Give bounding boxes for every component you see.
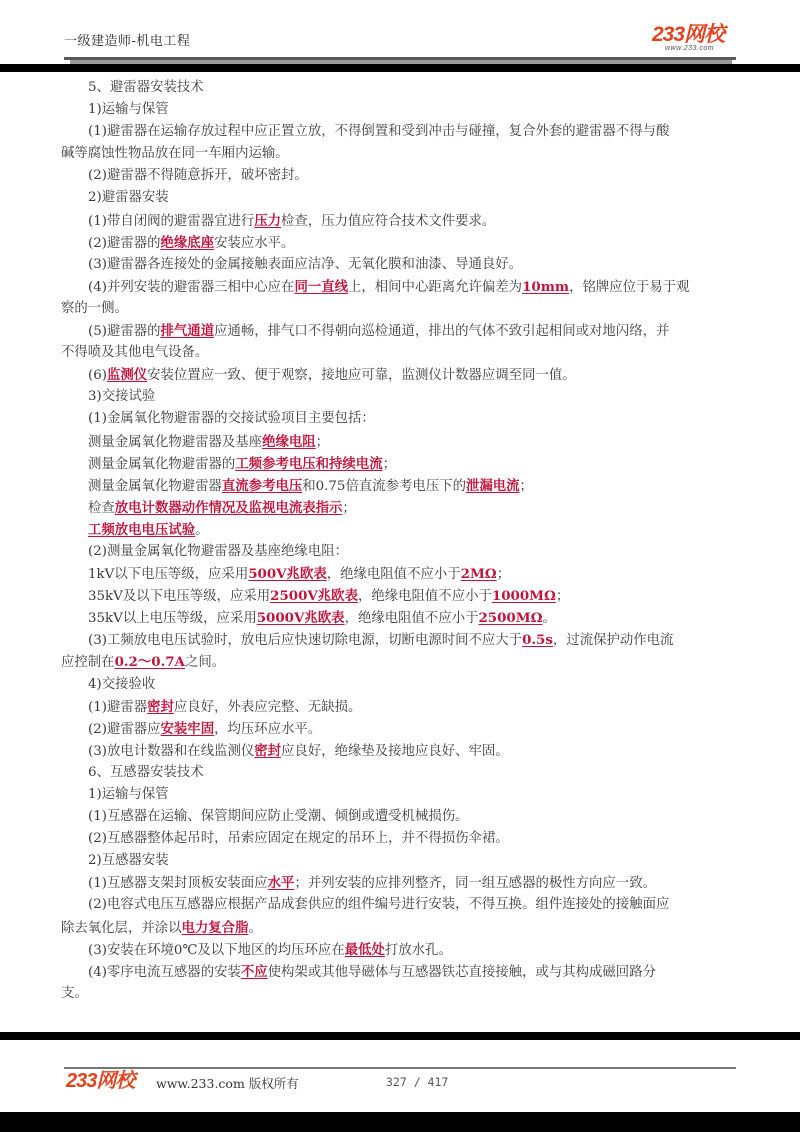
text-line — [61, 497, 741, 519]
text-line — [61, 77, 741, 99]
footer-brand-logo: 233网校 — [66, 1070, 135, 1092]
text-line — [61, 828, 741, 850]
text-segment: 不得喷及其他电气设备。 — [61, 345, 209, 361]
text-line — [61, 99, 741, 121]
text-line — [61, 519, 741, 541]
text-line — [61, 983, 741, 1005]
text-line — [61, 585, 741, 607]
text-segment: 使构架或其他导磁体与互感器铁芯直接接触，或与其构成磁回路分 — [267, 964, 656, 980]
text-segment: 碱等腐蚀性物品放在同一车厢内运输。 — [61, 146, 289, 162]
text-line — [61, 872, 741, 894]
text-segment: 察的一侧。 — [61, 300, 128, 316]
text-segment: (3)避雷器各连接处的金属接触表面应洁净、无氧化膜和油漆、导通良好。 — [88, 256, 523, 272]
text-segment: (2)测量金属氧化物避雷器及基座绝缘电阻： — [88, 543, 348, 559]
text-segment: 35kV以上电压等级，应采用 — [88, 611, 257, 627]
text-segment: ，铭牌应位于易于观 — [569, 279, 690, 295]
highlighted-keyword: 5000V兆欧表 — [256, 610, 345, 627]
text-segment: 支。 — [61, 985, 88, 1001]
text-segment: ，均压环应水平。 — [214, 721, 322, 737]
document-body — [61, 77, 741, 1005]
text-segment: 6、互感器安装技术 — [88, 764, 204, 780]
highlighted-keyword: 排气通道 — [160, 323, 215, 340]
text-segment: (2)互感器整体起吊时，吊索应固定在规定的吊环上，并不得损伤伞裙。 — [88, 831, 509, 847]
text-segment: 1)运输与保管 — [88, 102, 169, 118]
text-line — [61, 254, 741, 276]
highlighted-keyword: 安装牢固 — [160, 720, 215, 737]
text-segment: (4)并列安装的避雷器三相中心应在 — [88, 279, 295, 295]
text-line — [61, 453, 741, 475]
highlighted-keyword: 直流参考电压 — [221, 477, 303, 494]
text-line — [61, 386, 741, 408]
text-line — [61, 408, 741, 430]
text-segment: ； — [519, 478, 533, 494]
text-segment: 测量金属氧化物避雷器及基座 — [88, 434, 263, 450]
text-segment: (1)避雷器在运输存放过程中应正置立放，不得倒置和受到冲击与碰撞，复合外套的避雷器不得与酸 — [88, 124, 670, 140]
page-gap-band — [0, 1032, 800, 1040]
text-segment: (1)互感器在运输、保管期间应防止受潮、倾倒或遭受机械损伤。 — [88, 809, 469, 825]
text-line — [61, 475, 741, 497]
brand-logo: 233网校 — [652, 23, 725, 46]
text-line — [61, 187, 741, 209]
highlighted-keyword: 压力 — [254, 212, 282, 229]
highlighted-keyword: 监测仪 — [106, 367, 148, 384]
highlighted-keyword: 绝缘电阻 — [262, 433, 316, 450]
highlighted-keyword: 10mm — [522, 278, 570, 295]
highlighted-keyword: 2MΩ — [460, 566, 497, 583]
text-line — [61, 342, 741, 364]
text-segment: (3)放电计数器和在线监测仪 — [88, 743, 255, 759]
text-line — [61, 629, 741, 651]
highlighted-keyword: 2500V兆欧表 — [270, 588, 358, 605]
text-segment: ；并列安装的应排列整齐，同一组互感器的极性方向应一致。 — [294, 876, 656, 892]
text-line — [61, 762, 741, 784]
text-line — [61, 563, 741, 585]
footer-copyright: www.233.com 版权所有 — [156, 1076, 299, 1091]
text-segment: 安装位置应一致、便于观察，接地应可靠，监测仪计数器应调至同一值。 — [147, 368, 576, 384]
highlighted-keyword: 同一直线 — [294, 278, 348, 295]
text-segment: ； — [382, 456, 396, 472]
highlighted-keyword: 电力复合脂 — [181, 919, 249, 936]
text-line — [61, 939, 741, 961]
text-line — [61, 143, 741, 165]
text-line — [61, 784, 741, 806]
text-line — [61, 431, 741, 453]
highlighted-keyword: 工频参考电压和持续电流 — [235, 455, 383, 472]
text-segment: (2)避雷器的 — [88, 235, 161, 251]
highlighted-keyword: 2500MΩ — [478, 610, 543, 627]
text-segment: 35kV及以下电压等级，应采用 — [88, 589, 271, 605]
text-segment: 打放水孔。 — [384, 942, 452, 958]
text-segment: 检查 — [88, 500, 115, 516]
text-segment: (2)避雷器应 — [88, 721, 161, 737]
highlighted-keyword: 0.2～0.7A — [114, 654, 185, 671]
text-line — [61, 806, 741, 828]
text-segment: 应控制在 — [61, 655, 115, 671]
highlighted-keyword: 密封 — [147, 698, 174, 715]
text-segment: 上，相间中心距离允许偏差为 — [348, 279, 523, 295]
text-segment: ； — [315, 434, 330, 450]
text-line — [61, 696, 741, 718]
text-line — [61, 232, 741, 254]
page-number: 327 / 417 — [386, 1075, 449, 1089]
text-segment: 之间。 — [184, 655, 226, 671]
text-line — [61, 364, 741, 386]
highlighted-keyword: 水平 — [267, 875, 295, 892]
text-segment: (1)带自闭阀的避雷器宜进行 — [88, 213, 255, 229]
highlighted-keyword: 密封 — [254, 742, 282, 759]
highlighted-keyword: 工频放电电压试验 — [88, 521, 196, 538]
text-segment: (6) — [88, 368, 107, 384]
highlighted-keyword: 绝缘底座 — [160, 234, 215, 251]
text-line — [61, 541, 741, 563]
text-line — [61, 165, 741, 187]
text-segment: ； — [496, 567, 511, 583]
text-segment: ； — [342, 500, 356, 516]
text-segment: ，绝缘电阻值不应小于 — [326, 567, 461, 583]
text-segment: (3)安装在环境0℃及以下地区的均压环应在 — [88, 942, 345, 958]
text-line — [61, 894, 741, 916]
text-line — [61, 276, 741, 298]
text-segment: 和0.75倍直流参考电压下的 — [302, 478, 466, 494]
text-segment: (1)金属氧化物避雷器的交接试验项目主要包括： — [88, 411, 375, 427]
page-gap-band — [0, 1112, 800, 1132]
document-title: 一级建造师-机电工程 — [64, 34, 191, 49]
text-line — [61, 850, 741, 872]
text-segment: ； — [555, 589, 570, 605]
text-line — [61, 121, 741, 143]
text-segment: 1)运输与保管 — [88, 787, 169, 802]
text-segment: 安装应水平。 — [214, 235, 295, 251]
text-line — [61, 210, 741, 232]
highlighted-keyword: 泄漏电流 — [465, 477, 520, 494]
text-segment: 。 — [542, 611, 556, 627]
highlighted-keyword: 500V兆欧表 — [248, 566, 327, 583]
text-segment: ，过流保护动作电流 — [552, 633, 674, 649]
text-segment: 5、避雷器安装技术 — [88, 80, 204, 95]
text-segment: 1kV以下电压等级，应采用 — [88, 567, 249, 583]
text-segment: (2)电容式电压互感器应根据产品成套供应的组件编号进行安装，不得互换。组件连接处的接触面应 — [88, 897, 670, 913]
text-segment: 2)避雷器安装 — [88, 190, 169, 206]
text-segment: (4)零序电流互感器的安装 — [88, 964, 241, 980]
text-line — [61, 320, 741, 342]
text-line — [61, 651, 741, 673]
highlighted-keyword: 放电计数器动作情况及监视电流表指示 — [114, 499, 343, 516]
text-segment: (3)工频放电电压试验时，放电后应快速切除电源，切断电源时间不应大于 — [88, 633, 523, 649]
highlighted-keyword: 1000MΩ — [491, 588, 556, 605]
text-segment: 测量金属氧化物避雷器的 — [88, 456, 236, 472]
highlighted-keyword: 最低处 — [344, 941, 385, 958]
text-segment: 除去氧化层，并涂以 — [61, 920, 182, 936]
text-segment: (2)避雷器不得随意拆开，破坏密封。 — [88, 168, 308, 184]
highlighted-keyword: 0.5s — [522, 632, 553, 649]
text-segment: 。 — [248, 920, 262, 936]
text-segment: 2)互感器安装 — [88, 853, 169, 869]
text-segment: 应良好，外表应完整、无缺损。 — [173, 699, 362, 715]
text-segment: 应良好，绝缘垫及接地应良好、牢固。 — [281, 743, 509, 759]
footer-divider — [64, 1067, 736, 1069]
text-line — [61, 674, 741, 696]
text-segment: 检查，压力值应符合技术文件要求。 — [281, 213, 496, 229]
text-line — [61, 718, 741, 740]
brand-logo-url: www.233.com — [665, 45, 715, 52]
text-segment: 4)交接验收 — [88, 676, 156, 692]
text-line — [61, 961, 741, 983]
text-segment: (1)互感器支架封顶板安装面应 — [88, 876, 268, 892]
text-segment: 应通畅，排气口不得朝向巡检通道，排出的气体不致引起相间或对地闪络，并 — [214, 324, 670, 340]
highlighted-keyword: 不应 — [240, 963, 268, 980]
text-segment: 。 — [195, 522, 209, 538]
text-line — [61, 607, 741, 629]
text-line — [61, 298, 741, 320]
page-gap-band — [0, 64, 800, 72]
text-segment: 3)交接试验 — [88, 389, 156, 405]
text-line — [61, 917, 741, 939]
text-segment: (5)避雷器的 — [88, 324, 161, 340]
text-segment: 测量金属氧化物避雷器 — [88, 478, 222, 494]
text-segment: (1)避雷器 — [88, 699, 148, 715]
text-line — [61, 740, 741, 762]
text-segment: ，绝缘电阻值不应小于 — [344, 611, 479, 627]
text-segment: ，绝缘电阻值不应小于 — [357, 589, 492, 605]
